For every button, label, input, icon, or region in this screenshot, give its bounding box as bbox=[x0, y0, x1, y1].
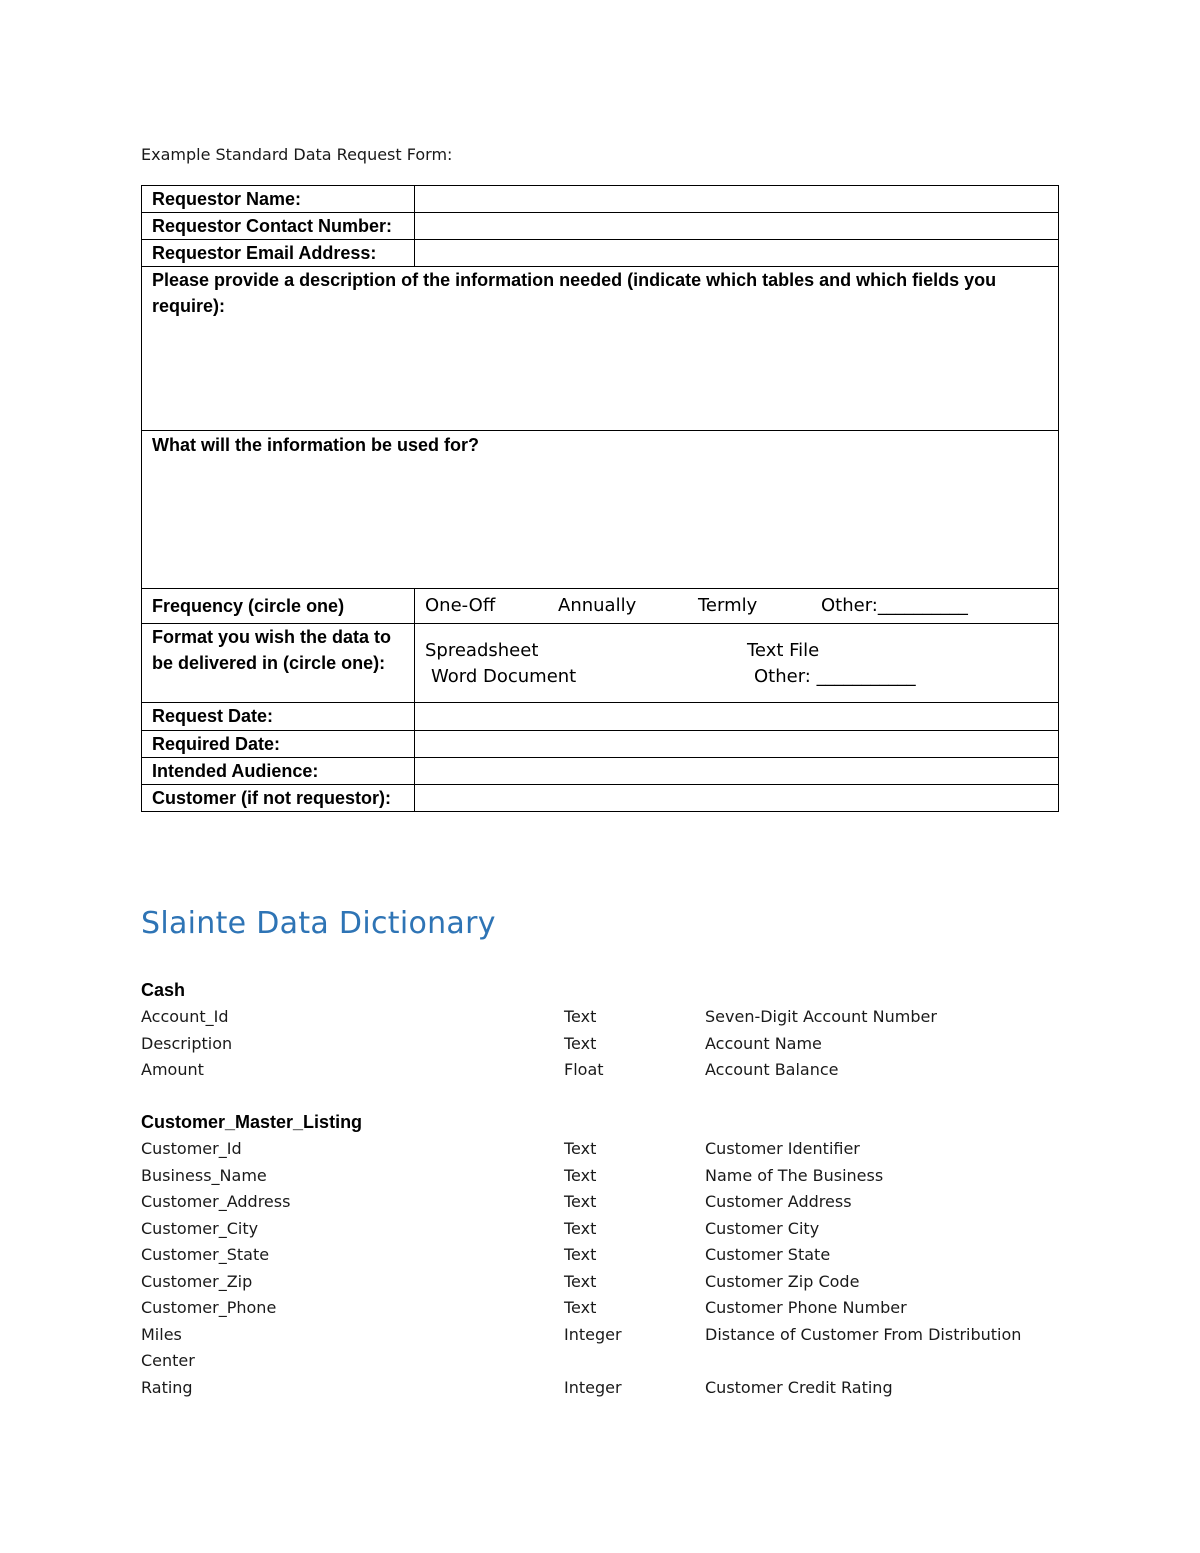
field-description: Name of The Business bbox=[705, 1165, 884, 1185]
table-row bbox=[141, 1136, 1101, 1163]
usage-field[interactable] bbox=[142, 431, 1059, 589]
table-row bbox=[141, 1189, 1101, 1216]
field-type: Text bbox=[564, 1271, 597, 1291]
requestor-name-label: Requestor Name: bbox=[142, 186, 415, 213]
field-description: Account Name bbox=[705, 1033, 822, 1053]
field-description: Customer City bbox=[705, 1218, 820, 1238]
field-type: Integer bbox=[564, 1377, 622, 1397]
frequency-label: Frequency (circle one) bbox=[142, 589, 415, 624]
customer-field[interactable] bbox=[415, 785, 1059, 812]
table-row bbox=[141, 1242, 1101, 1269]
field-description: Customer State bbox=[705, 1245, 831, 1264]
field-name: Amount bbox=[141, 1060, 204, 1079]
field-type: Text bbox=[564, 1192, 597, 1211]
wrap-continuation: Center bbox=[141, 1351, 195, 1370]
field-name: Customer_City bbox=[141, 1218, 259, 1238]
frequency-options bbox=[415, 589, 1059, 624]
field-name: Customer_Address bbox=[141, 1192, 291, 1211]
format-option-text-file[interactable]: Text File bbox=[747, 640, 820, 661]
requestor-email-label: Requestor Email Address: bbox=[142, 240, 415, 267]
cash-section bbox=[141, 976, 1101, 1084]
field-name: Customer_State bbox=[141, 1245, 270, 1264]
table-row bbox=[141, 1057, 1101, 1084]
field-type: Text bbox=[564, 1165, 597, 1185]
field-description: Account Balance bbox=[705, 1060, 839, 1079]
field-type: Text bbox=[564, 1033, 597, 1053]
dictionary-title: Slainte Data Dictionary bbox=[141, 906, 496, 941]
field-type: Text bbox=[564, 1298, 597, 1317]
field-description: Seven-Digit Account Number bbox=[705, 1007, 937, 1026]
table-row bbox=[141, 1031, 1101, 1058]
field-name: Customer_Phone bbox=[141, 1298, 277, 1317]
request-date-field[interactable] bbox=[415, 703, 1059, 731]
frequency-option-annually[interactable]: Annually bbox=[558, 595, 637, 616]
field-type: Text bbox=[564, 1218, 597, 1238]
request-date-label: Request Date: bbox=[142, 703, 415, 731]
form-intro: Example Standard Data Request Form: bbox=[141, 145, 453, 164]
field-description: Distance of Customer From Distribution bbox=[705, 1324, 1022, 1344]
table-row bbox=[141, 1163, 1101, 1190]
table-row bbox=[141, 1269, 1101, 1296]
field-type: Integer bbox=[564, 1324, 622, 1344]
table-row bbox=[141, 1295, 1101, 1322]
table-row bbox=[141, 1004, 1101, 1031]
field-name: Description bbox=[141, 1033, 233, 1053]
field-type: Text bbox=[564, 1245, 597, 1264]
frequency-option-other[interactable]: Other:__________ bbox=[821, 595, 968, 616]
requestor-email-field[interactable] bbox=[415, 240, 1059, 267]
requestor-contact-field[interactable] bbox=[415, 213, 1059, 240]
requestor-contact-label: Requestor Contact Number: bbox=[142, 213, 415, 240]
customer-master-heading: Customer_Master_Listing bbox=[141, 1112, 363, 1132]
requestor-name-field[interactable] bbox=[415, 186, 1059, 213]
description-field[interactable] bbox=[142, 267, 1059, 431]
format-label: Format you wish the data to be delivered in (circle one): bbox=[142, 624, 415, 703]
intended-audience-label: Intended Audience: bbox=[142, 758, 415, 785]
required-date-label: Required Date: bbox=[142, 731, 415, 758]
required-date-field[interactable] bbox=[415, 731, 1059, 758]
format-option-spreadsheet[interactable]: Spreadsheet bbox=[425, 640, 539, 661]
frequency-option-termly[interactable]: Termly bbox=[698, 595, 758, 616]
frequency-option-one-off[interactable]: One-Off bbox=[425, 595, 496, 616]
field-name: Customer_Zip bbox=[141, 1271, 253, 1291]
field-name: Rating bbox=[141, 1377, 193, 1397]
field-description: Customer Credit Rating bbox=[705, 1377, 893, 1397]
field-description: Customer Address bbox=[705, 1192, 852, 1211]
field-name: Customer_Id bbox=[141, 1139, 242, 1158]
field-type: Text bbox=[564, 1139, 597, 1158]
field-name: Business_Name bbox=[141, 1165, 267, 1185]
field-description: Customer Identifier bbox=[705, 1139, 860, 1158]
field-type: Text bbox=[564, 1007, 597, 1026]
table-row bbox=[141, 1375, 1101, 1402]
field-type: Float bbox=[564, 1060, 604, 1079]
format-option-word-document[interactable]: Word Document bbox=[431, 666, 577, 687]
intended-audience-field[interactable] bbox=[415, 758, 1059, 785]
format-options bbox=[415, 624, 1059, 703]
field-name: Account_Id bbox=[141, 1007, 229, 1026]
field-name: Miles bbox=[141, 1324, 182, 1344]
description-prompt: Please provide a description of the information needed (indicate which tables and which fields you require): bbox=[152, 270, 997, 316]
cash-heading: Cash bbox=[141, 980, 186, 1000]
data-request-form bbox=[141, 185, 1059, 812]
format-option-other[interactable]: Other: ___________ bbox=[754, 666, 916, 687]
field-description: Customer Phone Number bbox=[705, 1298, 907, 1317]
customer-master-section bbox=[141, 1108, 1101, 1401]
field-description: Customer Zip Code bbox=[705, 1271, 860, 1291]
customer-label: Customer (if not requestor): bbox=[142, 785, 415, 812]
table-row bbox=[141, 1216, 1101, 1243]
usage-prompt: What will the information be used for? bbox=[152, 435, 479, 455]
table-row bbox=[141, 1322, 1101, 1349]
